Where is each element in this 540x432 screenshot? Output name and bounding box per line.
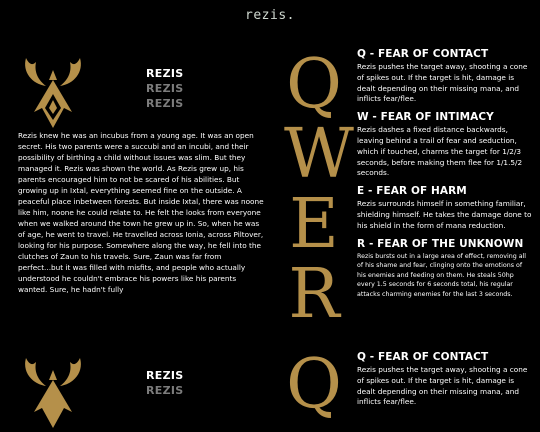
- ability-title: Q - FEAR OF CONTACT: [357, 351, 489, 363]
- ability-w: [357, 111, 533, 179]
- ability-description: Rezis dashes a fixed distance backwards, leaving behind a trail of fear and seduction, which if touched, charms the target for 1/2/3 seconds, before making them flee for 1/1.5/2 seconds.: [357, 125, 523, 178]
- character-name: REZIS: [146, 369, 184, 382]
- site-title[interactable]: rezis.: [245, 8, 295, 23]
- character-lore: Rezis knew he was an incubus from a young age. It was an open secret. His two parents were a succubi and an incubi, and their possibility of birthing a child without issues was slim. But they managed it. Rezis was shown the world. As Rezis grew up, his parents encouraged him to not be scared of his abilities. But growing up in Ixtal, everything seemed fine on the outside. A peaceful place inbetween forests. But inside Ixtal, there was noone like him, noone he could relate to. He felt the looks from everyone when we walked around the town he grew up in. So, when he was of age, he went to travel. He travelled across Ionia, across Piltover, looking for his purpose. Somewhere along the way, he fell into the clutches of Zaun to his travels. Sure, Zaun was far from perfect...but it was filled with misfits, and people who actually understood he couldn't embrace his powers like his parents wanted. Sure, he hadn't fully: [18, 131, 264, 294]
- ability-key-letters: [284, 345, 344, 424]
- character-section: [0, 44, 540, 344]
- character-section-repeat: [0, 345, 540, 424]
- character-name-echo: REZIS: [146, 384, 184, 397]
- ability-key-r: R: [288, 255, 340, 334]
- character-name-block: [146, 368, 266, 398]
- ability-description: Rezis surrounds himself in something familiar, shielding himself. He takes the damage done to his shield in the form of mana reduction.: [357, 199, 532, 230]
- ability-key-q: Q: [286, 45, 342, 124]
- ability-key-q: Q: [286, 345, 342, 424]
- ability-r: [357, 238, 533, 300]
- ability-key-w: W: [284, 115, 354, 194]
- ability-title: R - FEAR OF THE UNKNOWN: [357, 237, 524, 250]
- ability-title: W - FEAR OF INTIMACY: [357, 111, 494, 124]
- character-name-echo: REZIS: [146, 97, 184, 110]
- ability-description: Rezis bursts out in a large area of effect, removing all of his shame and fear, clinging onto the emotions of his enemies and feeding on them. He steals 50hp every 1.5 seconds for 6 seconds total, his regular attacks charming enemies for the last 3 seconds.: [357, 252, 527, 298]
- ability-key-letters: [284, 45, 354, 334]
- ability-title: E - FEAR OF HARM: [357, 185, 467, 198]
- ability-q: [357, 48, 533, 105]
- character-name: REZIS: [146, 67, 184, 80]
- ability-description: Rezis pushes the target away, shooting a cone of spikes out. If the target is hit, damage is dealt depending on their missing mana, and inflicts fear/flee.: [357, 62, 528, 104]
- character-name-echo: REZIS: [146, 82, 184, 95]
- ability-key-e: E: [289, 185, 339, 264]
- character-name-block: [146, 66, 266, 111]
- ability-list: [357, 48, 533, 306]
- ability-title: Q - FEAR OF CONTACT: [357, 48, 489, 60]
- gold-crescent-emblem-icon: [20, 350, 86, 432]
- gold-crescent-emblem-icon: [20, 50, 86, 132]
- ability-description: Rezis pushes the target away, shooting a cone of spikes out. If the target is hit, damage is dealt depending on their missing mana, and inflicts fear/flee.: [357, 365, 528, 407]
- ability-e: [357, 185, 533, 231]
